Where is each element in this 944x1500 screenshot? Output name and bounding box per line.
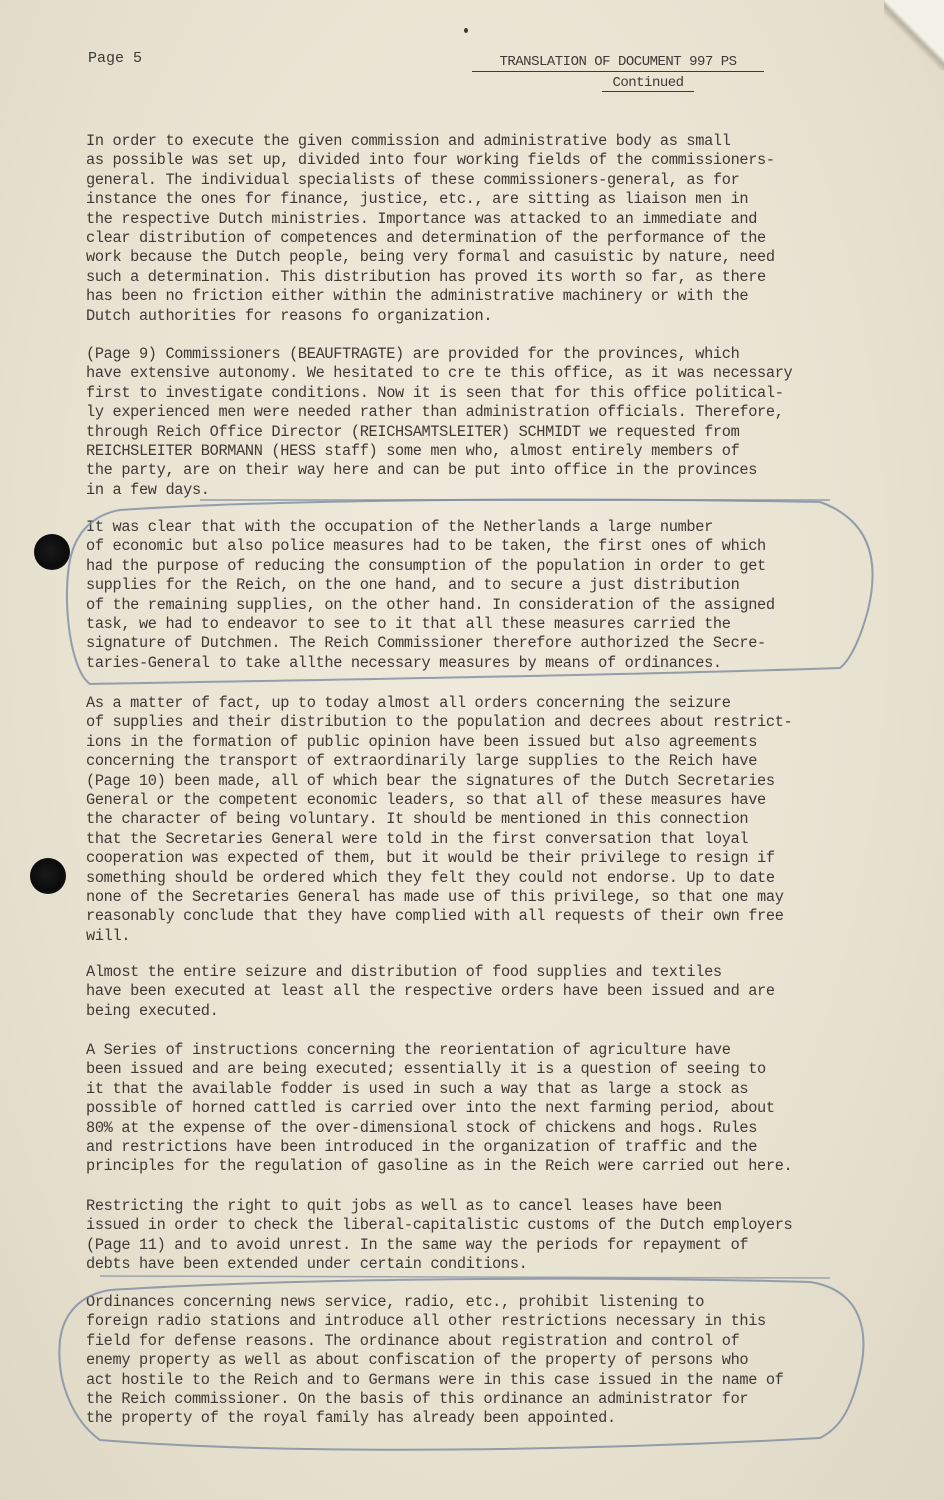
pencil-loop-upper — [67, 500, 873, 684]
document-title: TRANSLATION OF DOCUMENT 997 PS — [472, 54, 764, 72]
paragraph-6: A Series of instructions concerning the reorientation of agriculture have been issued and are being executed; essentially it is a question of seeing to it that the available fodder is used in such a way that as large a stock as possible of horned cattled is carried over into the next farming period, about 80% at the expense of the over-dimensional stock of chickens and hogs. Rules and restrictions have been introduced in the organization of traffic and the principles for the regulation of gasoline as in the Reich were carried out here. — [86, 1041, 793, 1176]
paragraph-2: (Page 9) Commissioners (BEAUFTRAGTE) are provided for the provinces, which have extensive autonomy. We hesitated to cre te this office, as it was necessary first to investigate conditions. Now it is seen that for this office political- ly experienced men were needed rather than administration officials. Therefore, through Reich Office Director (REICHSAMTSLEITER) SCHMIDT we requested from REICHSLEITER BORMANN (HESS staff) some men who, almost entirely members of the party, are on their way here and can be put into office in the provinces in a few days. — [86, 345, 793, 499]
paragraph-8: Ordinances concerning news service, radio, etc., prohibit listening to foreign radio stations and introduce all other restrictions necessary in this field for defense reasons. The ordinance about registration and control of enemy property as well as about confiscation of the property of persons who act hostile to the Reich and to Germans were in this case issued in the name of the Reich commissioner. On the basis of this ordinance an administrator for the property of the royal family has already been appointed. — [86, 1293, 784, 1428]
pencil-loop-lower — [59, 1279, 863, 1450]
document-subtitle: Continued — [602, 75, 694, 92]
punch-hole-lower — [30, 858, 66, 894]
paragraph-7: Restricting the right to quit jobs as well as to cancel leases have been issued in order to check the liberal-capitalistic customs of the Dutch employers (Page 11) and to avoid unrest. In the same way the periods for repayment of debts have been extended under certain conditions. — [86, 1197, 793, 1274]
punch-hole-upper — [34, 534, 70, 570]
paragraph-5: Almost the entire seizure and distribution of food supplies and textiles have been executed at least all the respective orders have been issued and are being executed. — [86, 963, 775, 1020]
paragraph-1: In order to execute the given commission and administrative body as small as possible was set up, divided into four working fields of the commissioners- general. The individual specialists of these commissioners-general, as for instance the ones for finance, justice, etc., are sitting as liaison men in the respective Dutch ministries. Importance was attacked to an immediate and clear distribution of competences and determination of the performance of the work because the Dutch people, being very formal and casuistic by nature, need such a determination. This distribution has proved its worth so far, as there has been no friction either within the administrative machinery or with the Dutch authorities for reasons fo organization. — [86, 132, 775, 325]
pencil-rule-lower — [100, 1276, 830, 1278]
paragraph-4: As a matter of fact, up to today almost all orders concerning the seizure of supplies and their distribution to the population and decrees about restrict- ions in the formation of public opinion have been issued but also agreements concerning the transport of extraordinarily large supplies to the Reich have (Page 10) been made, all of which bear the signatures of the Dutch Secretaries General or the competent economic leaders, so that all of these measures have the character of being voluntary. It should be mentioned in this connection that the Secretaries General were told in the first conversation that loyal cooperation was expected of them, but it would be their privilege to resign if something should be ordered which they felt they could not endorse. Up to date none of the Secretaries General has made use of this privilege, so that one may reasonably conclude that they have complied with all requests of their own free will. — [86, 694, 793, 945]
page-label: Page 5 — [88, 50, 143, 67]
paragraph-3: It was clear that with the occupation of the Netherlands a large number of economic but also police measures had to be taken, the first ones of which had the purpose of reducing the consumption of the population in order to get supplies for the Reich, on the one hand, and to secure a just distribution of the remaining supplies, on the other hand. In consideration of the assigned task, we had to endeavor to see to it that all these measures carried the signature of Dutchmen. The Reich Commissioner therefore authorized the Secre- taries-General to take allthe necessary measures by means of ordinances. — [86, 518, 775, 672]
